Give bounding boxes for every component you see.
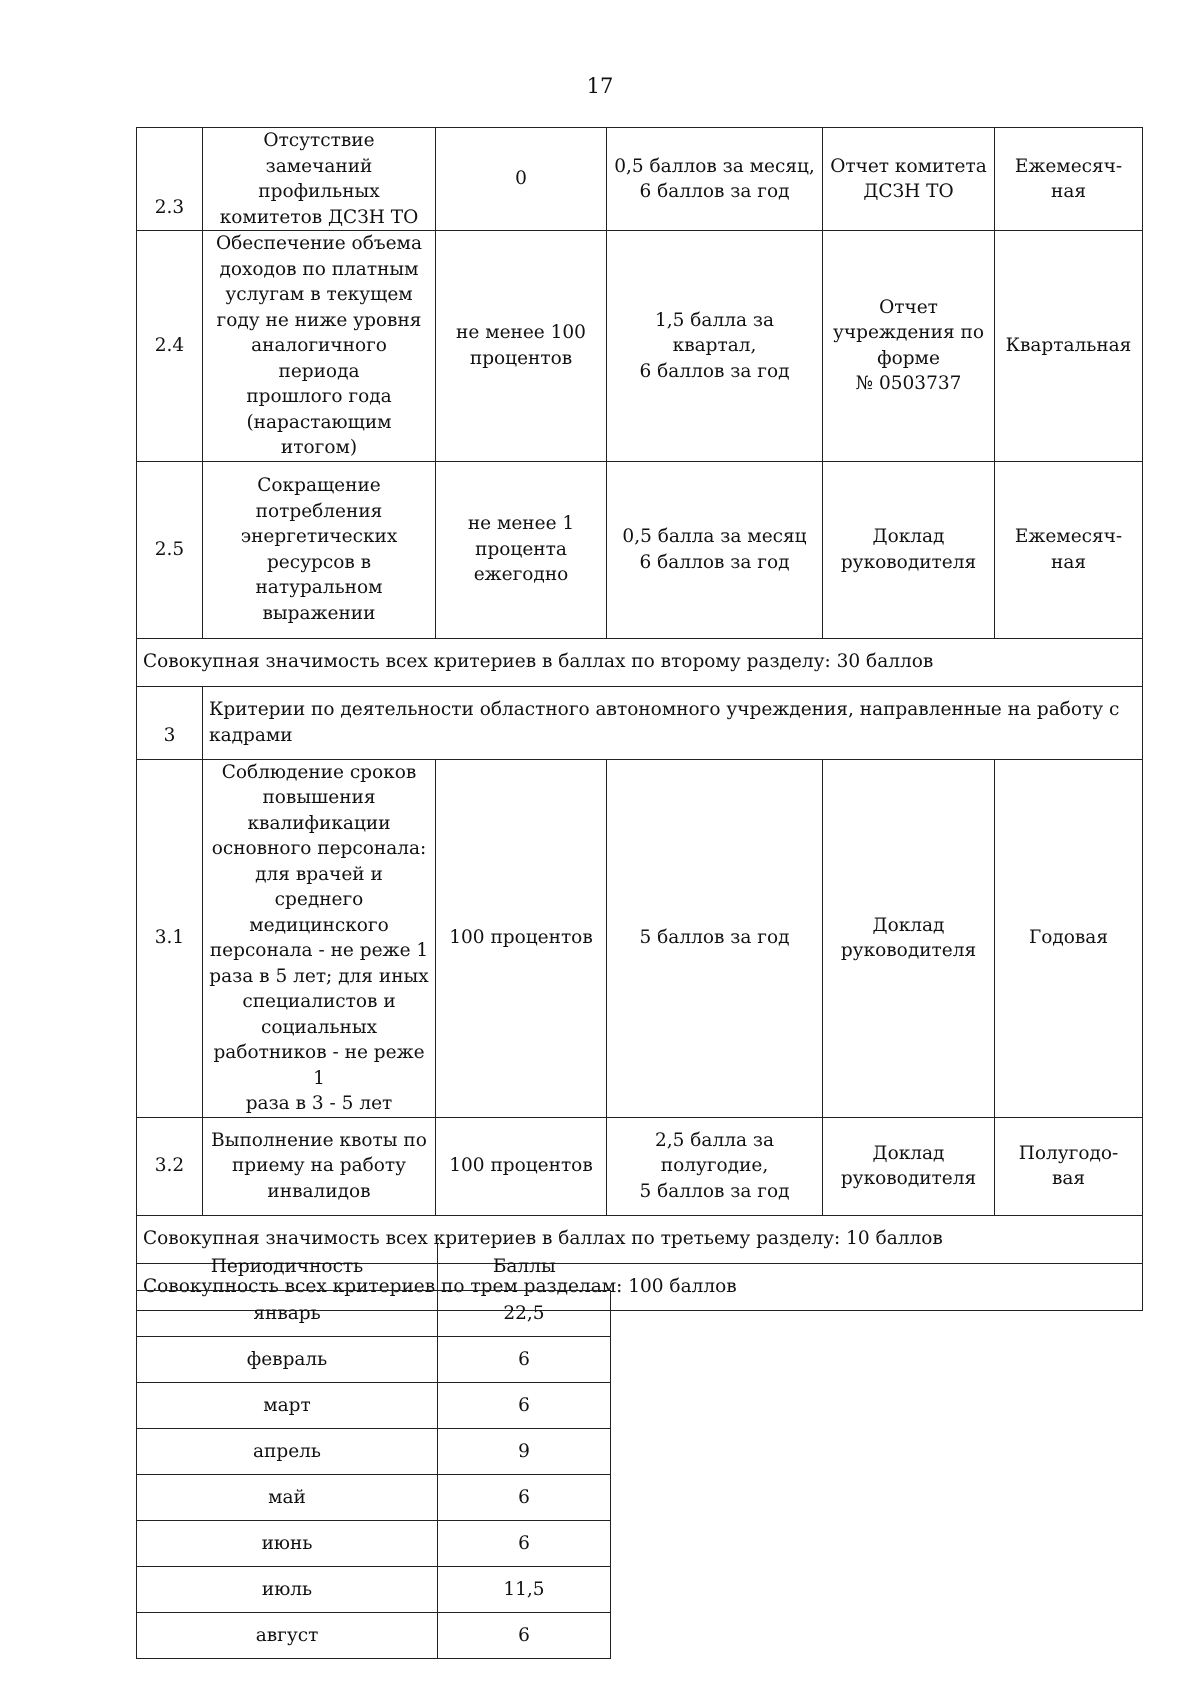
criterion-line: медицинского <box>249 914 389 936</box>
score-line: 6 баллов за год <box>639 181 790 202</box>
source-line: Отчет комитета <box>830 155 987 177</box>
points-cell: 6 <box>438 1521 611 1567</box>
frequency-cell <box>995 1117 1143 1215</box>
criterion-line: потребления <box>255 500 383 522</box>
page-number: 17 <box>586 74 614 98</box>
frequency-line: вая <box>1051 1168 1086 1189</box>
criterion-cell <box>203 128 436 231</box>
source-line: Отчет <box>879 296 938 318</box>
section-number: 3 <box>137 686 203 759</box>
target-line: 0 <box>515 168 527 190</box>
criterion-cell <box>203 1117 436 1215</box>
source-line: Доклад <box>872 1142 945 1164</box>
criterion-line: работников - не реже 1 <box>213 1042 425 1089</box>
score-cell <box>607 759 823 1117</box>
target-cell <box>436 461 607 638</box>
criterion-line: раза в 3 - 5 лет <box>245 1093 393 1114</box>
section-title <box>203 686 1143 759</box>
score-line: 0,5 баллов за месяц, <box>614 155 815 177</box>
score-cell <box>607 128 823 231</box>
score-line: 5 баллов за год <box>639 927 790 949</box>
points-header: Баллы <box>438 1244 611 1291</box>
points-cell: 6 <box>438 1475 611 1521</box>
criterion-line: квалификации <box>247 812 391 834</box>
criterion-line: (нарастающим итогом) <box>246 411 392 458</box>
target-cell <box>436 1117 607 1215</box>
total-summary: Совокупность всех критериев по трем разделам: 100 баллов <box>137 1263 1143 1310</box>
frequency-cell <box>995 231 1143 462</box>
frequency-cell <box>995 461 1143 638</box>
periodicity-row <box>137 1567 611 1613</box>
criterion-line: ресурсов в <box>266 551 372 573</box>
criterion-line: Выполнение квоты по <box>211 1129 427 1151</box>
points-cell: 9 <box>438 1429 611 1475</box>
periodicity-header: Периодичность <box>137 1244 438 1291</box>
row-number: 2.3 <box>137 128 203 231</box>
month-cell: июль <box>137 1567 438 1613</box>
month-cell: август <box>137 1613 438 1659</box>
criterion-cell <box>203 759 436 1117</box>
target-line: 100 процентов <box>449 927 593 949</box>
criterion-line: приему на работу <box>231 1155 407 1177</box>
criterion-line: для врачей и среднего <box>255 863 383 910</box>
source-line: ДСЗН ТО <box>863 181 954 202</box>
month-cell: февраль <box>137 1337 438 1383</box>
criteria-row <box>137 128 1143 231</box>
criterion-line: инвалидов <box>267 1180 371 1202</box>
frequency-line: Ежемесяч- <box>1014 526 1123 547</box>
target-line: 100 процентов <box>449 1155 593 1177</box>
source-line: руководителя <box>840 940 977 961</box>
criterion-line: социальных <box>260 1016 378 1038</box>
target-line: процента <box>475 538 567 560</box>
month-cell: март <box>137 1383 438 1429</box>
section-header-row <box>137 686 1143 759</box>
points-cell: 11,5 <box>438 1567 611 1613</box>
source-cell <box>823 759 995 1117</box>
score-line: 6 баллов за год <box>639 360 790 382</box>
section3-summary: Совокупная значимость всех критериев в баллах по третьему разделу: 10 баллов <box>137 1215 1143 1263</box>
criterion-line: повышения <box>262 787 376 808</box>
criterion-line: комитетов ДСЗН ТО <box>219 206 419 228</box>
criterion-line: энергетических <box>240 526 398 547</box>
source-cell <box>823 461 995 638</box>
periodicity-row <box>137 1475 611 1521</box>
points-cell: 6 <box>438 1337 611 1383</box>
criterion-line: аналогичного периода <box>251 335 387 382</box>
target-line: не менее 1 <box>467 513 575 535</box>
source-line: учреждения по <box>833 322 984 344</box>
score-cell <box>607 461 823 638</box>
score-line: 2,5 балла за <box>654 1129 774 1151</box>
source-line: руководителя <box>840 551 977 573</box>
row-number: 3.1 <box>137 759 203 1117</box>
frequency-line: Полугодо- <box>1018 1142 1119 1164</box>
frequency-cell <box>995 128 1143 231</box>
criterion-line: специалистов и <box>242 991 396 1012</box>
section-title-line: Критерии по деятельности областного автономного учреждения, направленные на работу с <box>209 699 1120 720</box>
criterion-line: Соблюдение сроков <box>221 761 417 783</box>
section2-summary: Совокупная значимость всех критериев в баллах по второму разделу: 30 баллов <box>137 638 1143 686</box>
source-line: Доклад <box>872 526 945 547</box>
periodicity-row <box>137 1383 611 1429</box>
row-number: 3.2 <box>137 1117 203 1215</box>
criterion-line: натуральном <box>255 577 383 598</box>
source-cell <box>823 1117 995 1215</box>
criterion-cell <box>203 231 436 462</box>
source-line: № 0503737 <box>855 373 962 395</box>
criterion-cell <box>203 461 436 638</box>
criterion-line: основного персонала: <box>211 838 427 859</box>
criterion-line: году не ниже уровня <box>216 309 422 331</box>
criteria-row <box>137 1117 1143 1215</box>
frequency-line: Ежемесяч- <box>1014 155 1123 177</box>
score-line: полугодие, <box>660 1155 769 1177</box>
frequency-cell <box>995 759 1143 1117</box>
periodicity-row <box>137 1337 611 1383</box>
source-line: форме <box>877 347 940 369</box>
source-line: Доклад <box>872 914 945 936</box>
target-cell <box>436 231 607 462</box>
periodicity-row <box>137 1521 611 1567</box>
criteria-row <box>137 461 1143 638</box>
month-cell: май <box>137 1475 438 1521</box>
points-cell: 6 <box>438 1383 611 1429</box>
source-cell <box>823 128 995 231</box>
criterion-line: раза в 5 лет; для иных <box>209 965 429 987</box>
target-line: процентов <box>469 347 573 369</box>
row-number: 2.5 <box>137 461 203 638</box>
criterion-line: профильных <box>258 181 380 202</box>
month-cell: апрель <box>137 1429 438 1475</box>
target-line: не менее 100 <box>456 322 586 344</box>
source-line: руководителя <box>840 1168 977 1189</box>
score-line: 6 баллов за год <box>639 551 790 573</box>
month-cell: январь <box>137 1291 438 1337</box>
criterion-line: Обеспечение объема <box>216 233 422 254</box>
frequency-line: ная <box>1050 551 1087 573</box>
frequency-line: ная <box>1050 181 1087 202</box>
criterion-line: Отсутствие замечаний <box>263 130 375 177</box>
section-title-line: кадрами <box>209 724 293 746</box>
points-cell: 6 <box>438 1613 611 1659</box>
month-cell: июнь <box>137 1521 438 1567</box>
criterion-line: доходов по платным <box>219 258 419 280</box>
score-line: 5 баллов за год <box>639 1180 790 1202</box>
score-line: 1,5 балла за квартал, <box>654 309 774 356</box>
periodicity-row <box>137 1429 611 1475</box>
score-cell <box>607 231 823 462</box>
source-cell <box>823 231 995 462</box>
criteria-row <box>137 759 1143 1117</box>
criteria-row <box>137 231 1143 462</box>
target-line: ежегодно <box>473 564 569 586</box>
criterion-line: прошлого года <box>246 386 392 407</box>
criterion-line: персонала - не реже 1 <box>209 940 429 961</box>
frequency-line: Квартальная <box>1005 335 1132 356</box>
criterion-line: услугам в текущем <box>225 284 413 305</box>
target-cell <box>436 759 607 1117</box>
frequency-line: Годовая <box>1028 927 1109 949</box>
score-cell <box>607 1117 823 1215</box>
points-cell: 22,5 <box>438 1291 611 1337</box>
criterion-line: Сокращение <box>257 475 381 496</box>
section-summary-row <box>137 638 1143 686</box>
target-cell <box>436 128 607 231</box>
criteria-table <box>136 127 1143 1311</box>
criterion-line: выражении <box>262 602 376 624</box>
periodicity-table <box>136 1244 611 1659</box>
row-number: 2.4 <box>137 231 203 462</box>
score-line: 0,5 балла за месяц <box>622 526 807 547</box>
periodicity-header-row <box>137 1244 611 1291</box>
periodicity-row <box>137 1613 611 1659</box>
periodicity-row <box>137 1291 611 1337</box>
